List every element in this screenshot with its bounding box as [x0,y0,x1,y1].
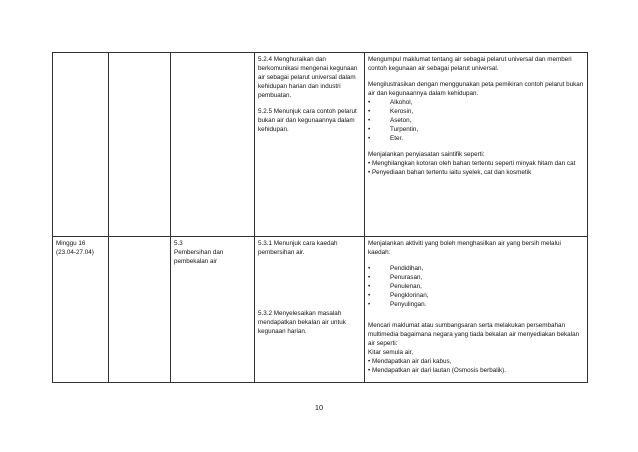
table-cell-week [53,237,109,383]
page-number: 10 [314,403,324,412]
table-cell-activities [365,237,588,383]
bullet-list [368,264,584,309]
table-row [53,53,588,237]
table-cell-blank [109,53,171,237]
activity-text: Menjalankan penyiasatan saintifik seperti: [368,151,485,158]
table-cell-standard [171,53,255,237]
list-item: • Kerosin, [368,108,414,115]
list-item: • Alkohol, [368,99,413,106]
learning-standard-5-3-2: 5.3.2 Menyelesaikan masalah mendapatkan bekalan air untuk kegunaan harian. [258,310,346,335]
activity-text: Mencari maklumat atau sumbangsaran serta melakukan persembahan multimedia bagaimana negara yang tiada bekalan air menyediakan bekalan air seperti: [368,322,580,347]
table-cell-week [53,53,109,237]
week-dates: (23.04-27.04) [56,249,94,256]
activity-text: Menjalankan aktiviti yang boleh menghasilkan air yang bersih melalui kaedah: [368,240,561,256]
list-item: • Mendapatkan air dari lautan (Osmosis berbalik). [368,367,506,374]
learning-standard-5-2-5: 5.2.5 Menunjuk cara contoh pelarut bukan air dan kegunaannya dalam kehidupan. [258,108,357,133]
list-item: • Eter. [368,135,403,142]
week-label: Minggu 16 [56,240,86,247]
activity-text: Mengumpul maklumat tentang air sebagai pelarut universal dan memberi contoh kegunaan air sebagai pelarut universal. [368,56,572,72]
table-cell-learning-standard [255,53,365,237]
list-item: • Pengklorinan, [368,292,429,299]
table-cell-standard [171,237,255,383]
list-item: • Pendidihan, [368,265,424,272]
learning-standard-5-3-1: 5.3.1 Menunjuk cara kaedah pembersihan air. [258,240,338,256]
list-item: • Turpentin, [368,126,419,133]
list-item: • Penulenan, [368,283,422,290]
table-row [53,237,588,383]
activity-text: Mengilustrasikan dengan menggunakan peta pemikiran contoh pelarut bukan air dan kegunaannya dalam kehidupan. [368,81,584,97]
list-item: • Penurasan, [368,274,423,281]
table-cell-blank [109,237,171,383]
table-cell-activities [365,53,588,237]
lesson-plan-table [52,52,588,383]
list-item: • Penyediaan bahan tertentu iaitu syelek, cat dan kosmetik [368,169,532,176]
bullet-list [368,98,584,143]
list-item: • Aseton, [368,117,412,124]
list-item: • Menghilangkan kotoran oleh bahan tertentu seperti minyak hitam dan cat [368,160,576,167]
list-item: • Mendapatkan air dari kabus, [368,358,452,365]
learning-standard-5-2-4: 5.2.4 Menghuraikan dan berkomunikasi mengenai kegunaan air sebagai pelarut universal dalam kehidupan harian dan industri pembuatan. [258,56,358,99]
standard-title: Pembersihan dan pembekalan air [174,249,224,265]
table-cell-learning-standard [255,237,365,383]
activity-text: Kitar semula air, [368,349,414,356]
list-item: • Penyulingan. [368,301,427,308]
standard-code: 5.3 [174,240,183,247]
